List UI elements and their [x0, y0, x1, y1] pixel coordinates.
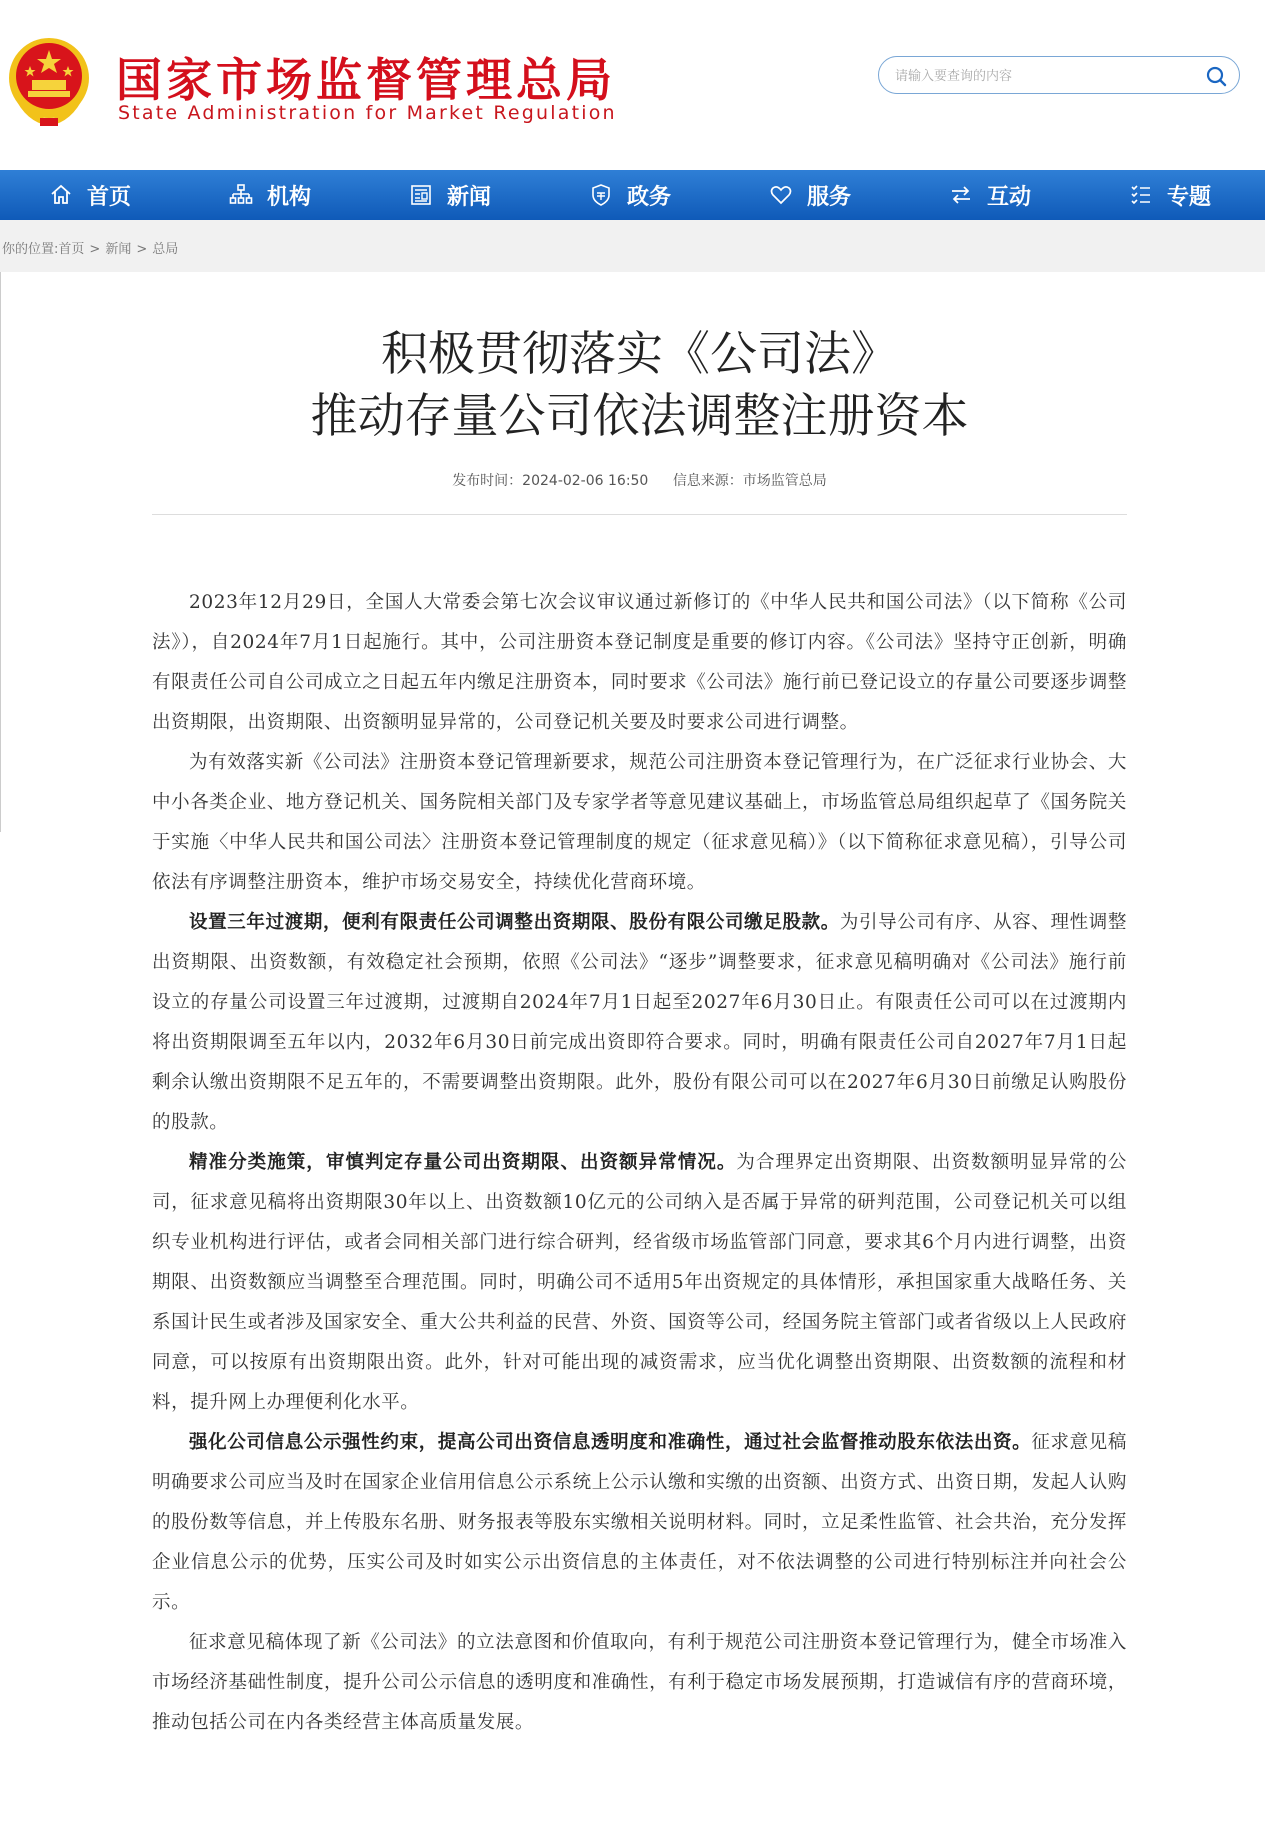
paragraph-text: 为引导公司有序、从容、理性调整出资期限、出资数额，有效稳定社会预期，依照《公司法》“逐步”调整要求，征求意见稿明确对《公司法》施行前设立的存量公司设置三年过渡期，过渡期自2024年7月1日起至2027年6月30日止。有限责任公司可以在过渡期内将出资期限调至五年以内，2032年6月30日前完成出资即符合要求。同时，明确有限责任公司自2027年7月1日起剩余认缴出资期限不足五年的，不需要调整出资期限。此外，股份有限公司可以在2027年6月30日前缴足认购股份的股款。 — [152, 912, 1127, 1133]
news-icon — [409, 183, 433, 207]
heart-icon — [769, 183, 793, 207]
paragraph-text: 为有效落实新《公司法》注册资本登记管理新要求，规范公司注册资本登记管理行为，在广泛征求行业协会、大中小各类企业、地方登记机关、国务院相关部门及专家学者等意见建议基础上，市场监管总局组织起草了《国务院关于实施〈中华人民共和国公司法〉注册资本登记管理制度的规定（征求意见稿）》（以下简称征求意见稿），引导公司依法有序调整注册资本，维护市场交易安全，持续优化营商环境。 — [152, 752, 1127, 893]
article-paragraph — [152, 903, 1127, 1143]
home-icon — [49, 183, 73, 207]
nav-item-interact[interactable] — [900, 170, 1080, 220]
paragraph-lead: 精准分类施策，审慎判定存量公司出资期限、出资额异常情况。 — [189, 1152, 737, 1173]
article-paragraph — [152, 1143, 1127, 1423]
shield-icon — [589, 183, 613, 207]
content-left-border — [0, 272, 1, 832]
nav-item-org[interactable] — [180, 170, 360, 220]
site-header — [0, 0, 1265, 170]
nav-item-news[interactable] — [360, 170, 540, 220]
article — [152, 272, 1127, 1743]
nav-item-service[interactable] — [720, 170, 900, 220]
nav-item-label: 服务 — [806, 184, 851, 210]
paragraph-text: 为合理界定出资期限、出资数额明显异常的公司，征求意见稿将出资期限30年以上、出资数额10亿元的公司纳入是否属于异常的研判范围，公司登记机关可以组织专业机构进行评估，或者会同相关部门进行综合研判，经省级市场监管部门同意，要求其6个月内进行调整，出资期限、出资数额应当调整至合理范围。同时，明确公司不适用5年出资规定的具体情形，承担国家重大战略任务、关系国计民生或者涉及国家安全、重大公共利益的民营、外资、国资等公司，经国务院主管部门或者省级以上人民政府同意，可以按原有出资期限出资。此外，针对可能出现的减资需求，应当优化调整出资期限、出资数额的流程和材料，提升网上办理便利化水平。 — [152, 1152, 1127, 1413]
paragraph-text: 征求意见稿明确要求公司应当及时在国家企业信用信息公示系统上公示认缴和实缴的出资额、出资方式、出资日期，发起人认购的股份数等信息，并上传股东名册、财务报表等股东实缴相关说明材料。同时，立足柔性监管、社会共治，充分发挥企业信息公示的优势，压实公司及时如实公示出资信息的主体责任，对不依法调整的公司进行特别标注并向社会公示。 — [152, 1432, 1127, 1613]
article-meta — [152, 470, 1127, 490]
article-paragraph — [152, 1623, 1127, 1743]
nav-item-home[interactable] — [0, 170, 180, 220]
breadcrumb-separator: > — [89, 242, 101, 257]
article-body — [152, 583, 1127, 1743]
breadcrumb-prefix: 你的位置: — [2, 242, 59, 257]
title-divider — [152, 514, 1127, 515]
breadcrumb — [2, 238, 178, 257]
breadcrumb-home-link[interactable]: 首页 — [58, 242, 85, 257]
site-title[interactable]: 国家市场监督管理总局 — [116, 53, 616, 107]
article-title-line1: 积极贯彻落实《公司法》 — [381, 327, 898, 382]
swap-arrows-icon — [949, 183, 973, 207]
nav-item-affairs[interactable] — [540, 170, 720, 220]
main-nav — [0, 170, 1265, 220]
paragraph-lead: 设置三年过渡期，便利有限责任公司调整出资期限、股份有限公司缴足股款。 — [189, 912, 840, 933]
org-chart-icon — [229, 183, 253, 207]
nav-item-label: 机构 — [266, 184, 311, 210]
site-subtitle: State Administration for Market Regulation — [118, 102, 617, 124]
search-input[interactable] — [893, 65, 1197, 87]
article-source: 信息来源：市场监管总局 — [672, 473, 827, 489]
article-paragraph — [152, 1423, 1127, 1623]
article-paragraph — [152, 743, 1127, 903]
breadcrumb-separator: > — [136, 242, 148, 257]
article-title-line2: 推动存量公司依法调整注册资本 — [310, 389, 969, 444]
search-icon[interactable] — [1205, 65, 1227, 87]
paragraph-text: 征求意见稿体现了新《公司法》的立法意图和价值取向，有利于规范公司注册资本登记管理行为，健全市场准入市场经济基础性制度，提升公司公示信息的透明度和准确性，有利于稳定市场发展预期，打造诚信有序的营商环境，推动包括公司在内各类经营主体高质量发展。 — [152, 1632, 1127, 1733]
national-emblem-icon[interactable] — [6, 36, 92, 128]
breadcrumb-bar — [0, 220, 1265, 272]
paragraph-text: 2023年12月29日，全国人大常委会第七次会议审议通过新修订的《中华人民共和国公司法》（以下简称《公司法》），自2024年7月1日起施行。其中，公司注册资本登记制度是重要的修订内容。《公司法》坚持守正创新，明确有限责任公司自公司成立之日起五年内缴足注册资本，同时要求《公司法》施行前已登记设立的存量公司要逐步调整出资期限，出资期限、出资额明显异常的，公司登记机关要及时要求公司进行调整。 — [152, 592, 1127, 733]
list-icon — [1129, 183, 1153, 207]
breadcrumb-headquarters-link[interactable]: 总局 — [152, 242, 179, 257]
article-paragraph — [152, 583, 1127, 743]
nav-item-label: 政务 — [626, 184, 671, 210]
paragraph-lead: 强化公司信息公示强性约束，提高公司出资信息透明度和准确性，通过社会监督推动股东依法出资。 — [189, 1432, 1032, 1453]
publish-time: 发布时间：2024-02-06 16:50 — [452, 473, 649, 489]
article-title — [152, 324, 1127, 448]
nav-item-topics[interactable] — [1080, 170, 1260, 220]
nav-item-label: 互动 — [986, 184, 1031, 210]
nav-item-label: 专题 — [1166, 184, 1211, 210]
search-box[interactable] — [878, 56, 1240, 94]
nav-item-label: 新闻 — [446, 184, 491, 210]
breadcrumb-news-link[interactable]: 新闻 — [105, 242, 132, 257]
nav-item-label: 首页 — [86, 184, 131, 210]
